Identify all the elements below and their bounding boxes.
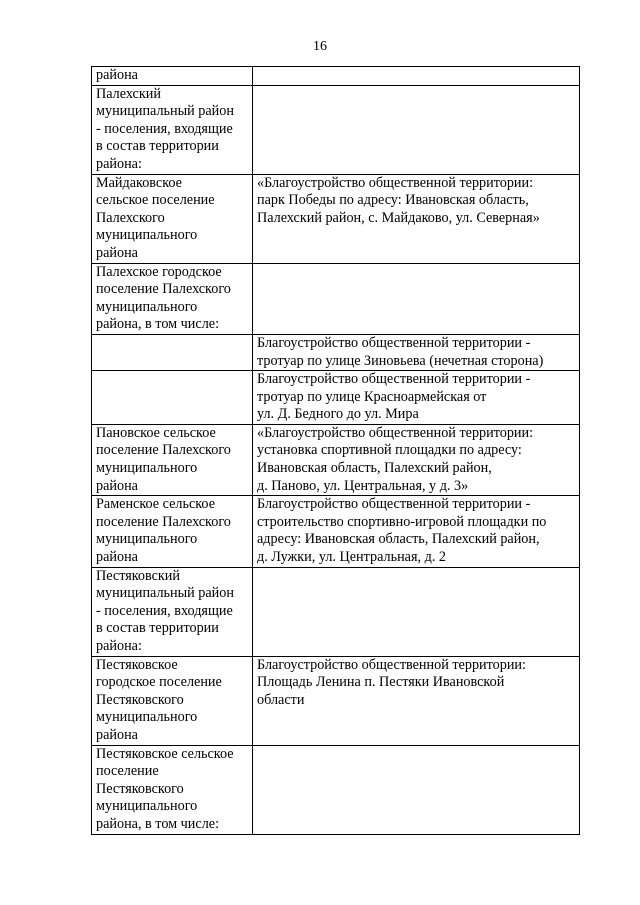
project-cell — [253, 85, 580, 174]
table-row — [92, 85, 580, 174]
table-row — [92, 656, 580, 745]
table-row — [92, 67, 580, 86]
municipality-cell: Пестяковское городское поселение Пестяковского муниципального района — [92, 656, 253, 745]
project-cell — [253, 567, 580, 656]
project-cell: Благоустройство общественной территории - тротуар по улице Красноармейская от ул. Д. Бедного до ул. Мира — [253, 371, 580, 425]
municipality-cell: района — [92, 67, 253, 86]
table-row — [92, 371, 580, 425]
municipality-cell: Пестяковский муниципальный район - поселения, входящие в состав территории района: — [92, 567, 253, 656]
project-cell: Благоустройство общественной территории - строительство спортивно-игровой площадки по адресу: Ивановская область, Палехский район, д. Лужки, ул. Центральная, д. 2 — [253, 496, 580, 567]
municipality-cell: Пестяковское сельское поселение Пестяковского муниципального района, в том числе: — [92, 745, 253, 834]
municipality-cell — [92, 371, 253, 425]
table-row — [92, 745, 580, 834]
municipality-cell — [92, 334, 253, 370]
table-body — [92, 67, 580, 835]
table-row — [92, 263, 580, 334]
project-cell — [253, 745, 580, 834]
territories-table — [91, 66, 580, 835]
table-row — [92, 424, 580, 495]
municipality-cell: Майдаковское сельское поселение Палехского муниципального района — [92, 174, 253, 263]
municipality-cell: Палехское городское поселение Палехского муниципального района, в том числе: — [92, 263, 253, 334]
municipality-cell: Раменское сельское поселение Палехского муниципального района — [92, 496, 253, 567]
municipality-cell: Палехский муниципальный район - поселения, входящие в состав территории района: — [92, 85, 253, 174]
table-row — [92, 567, 580, 656]
project-cell: «Благоустройство общественной территории: установка спортивной площадки по адресу: Ивановская область, Палехский район, д. Паново, ул. Центральная, у д. 3» — [253, 424, 580, 495]
table-row — [92, 496, 580, 567]
table-row — [92, 334, 580, 370]
project-cell — [253, 67, 580, 86]
project-cell: «Благоустройство общественной территории: парк Победы по адресу: Ивановская область, Палехский район, с. Майдаково, ул. Северная» — [253, 174, 580, 263]
table-row — [92, 174, 580, 263]
project-cell — [253, 263, 580, 334]
municipality-cell: Пановское сельское поселение Палехского муниципального района — [92, 424, 253, 495]
project-cell: Благоустройство общественной территории: Площадь Ленина п. Пестяки Ивановской области — [253, 656, 580, 745]
project-cell: Благоустройство общественной территории - тротуар по улице Зиновьева (нечетная сторона) — [253, 334, 580, 370]
page-number: 16 — [313, 39, 327, 54]
